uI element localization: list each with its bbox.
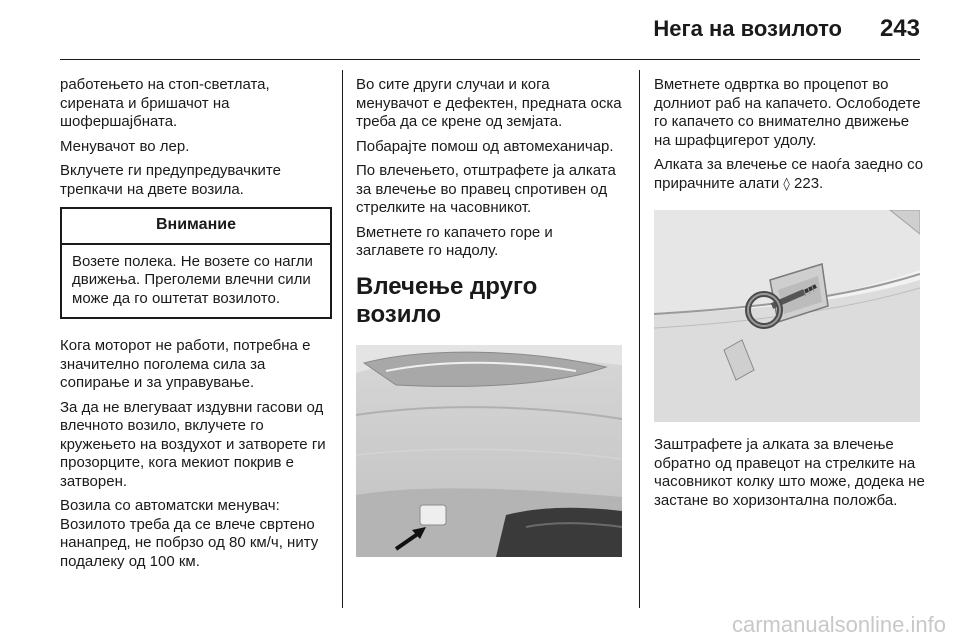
page-header (0, 0, 960, 60)
page-number: 243 (879, 15, 920, 42)
column-1 (60, 76, 332, 577)
column-3 (654, 76, 926, 516)
paragraph: Во сите други случаи и кога менувачот е дефектен, предната оска треба да се крене од земјата. (356, 76, 622, 130)
paragraph: Кога моторот не работи, потребна е значително поголема сила за сопирање и за управување. (60, 337, 311, 391)
warning-notice-box (60, 207, 332, 319)
page-title: Нега на возилото (653, 16, 842, 41)
paragraph: Менувачот во лер. (60, 137, 190, 155)
notice-title: Внимание (62, 209, 330, 245)
column-2 (356, 76, 624, 557)
paragraph: По влечењето, отштрафете ја алката за влечење во правец спротивен од стрелките на часовникот. (356, 162, 616, 216)
paragraph: Вметнете го капачето горе и заглавете го надолу. (356, 223, 553, 259)
paragraph: За да не влегуваат издувни гасови од влечното возило, вклучете го кружењето на воздухот и затворете ги прозорците, кога мекиот покрив е затворен. (60, 398, 326, 490)
crossref-arrow-icon: ◊ (783, 176, 790, 192)
paragraph: работењето на стоп-светлата, сирената и бришачот на шофершајбната. (60, 76, 270, 130)
paragraph: Заштрафете ја алката за влечење обратно од правецот на стрелките на часовникот колку што може, додека не застане во хоризонтална положба. (654, 436, 925, 509)
paragraph-text: Алката за влечење се наоѓа заедно со прирачните алати (654, 156, 924, 192)
paragraph: Возила со автоматски менувач: Возилото треба да се влече свртено нанапред, не побрзо од 80 км/ч, ниту подалеку од 100 км. (60, 497, 319, 570)
notice-body: Возете полека. Не возете со нагли движења. Преголеми влечни сили може да го оштетат возилото. (72, 252, 313, 307)
paragraph: Вметнете одвртка во процепот во долниот раб на капачето. Ослободете го капачето со внимателно движење на шрафцигерот удолу. (654, 76, 921, 149)
towing-eye-illustration (654, 210, 920, 422)
paragraph: Вклучете ги предупредувачките трепкачи на двете возила. (60, 162, 281, 198)
column-divider-2 (639, 70, 640, 608)
watermark: carmanualsonline.info (731, 612, 946, 637)
crossref-page[interactable]: 223. (794, 174, 824, 192)
car-rear-tow-cover-illustration (356, 345, 622, 557)
column-divider-1 (342, 70, 343, 608)
paragraph-with-crossref (654, 156, 926, 194)
section-heading: Влечење друго возило (356, 272, 538, 328)
header-divider (60, 59, 920, 60)
paragraph: Побарајте помош од автомеханичар. (356, 137, 614, 155)
